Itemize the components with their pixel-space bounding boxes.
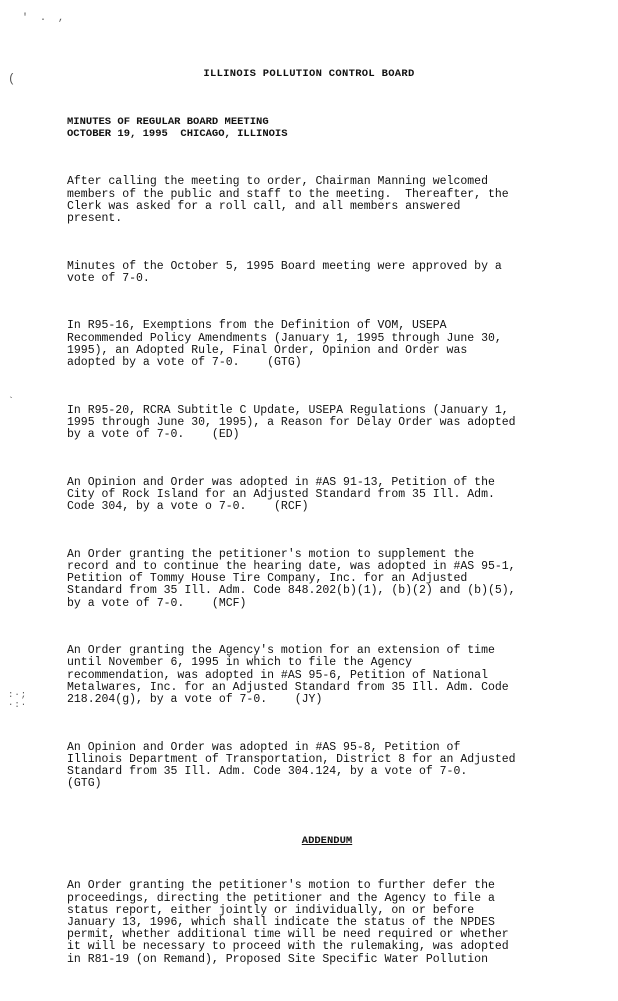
paragraph-as-95-8: An Opinion and Order was adopted in #AS 95-8, Petition of Illinois Department of Transportation, District 8 for an Adjusted Standard from 35 Ill. Adm. Code 304.124, by a vote of 7-0. (GTG) — [67, 740, 516, 791]
paragraph-minutes-approval: Minutes of the October 5, 1995 Board meeting were approved by a vote of 7-0. — [67, 259, 502, 285]
scan-speck: ' . , — [22, 13, 65, 24]
addendum-heading: ADDENDUM — [301, 834, 353, 847]
paragraph-opening: After calling the meeting to order, Chairman Manning welcomed members of the public and staff to the meeting. Thereafter, the Clerk was asked for a roll call, and all members answered present. — [67, 175, 509, 226]
paragraph-r95-16: In R95-16, Exemptions from the Definition of VOM, USEPA Recommended Policy Amendments (January 1, 1995 through June 30, 1995), an Adopted Rule, Final Order, Opinion and Order was adopted by a vote of 7-0. (GTG) — [67, 319, 502, 370]
paragraph-addendum: An Order granting the petitioner's motion to further defer the proceedings, directing the petitioner and the Agency to file a status report, either jointly or individually, on or before January 13, 1996, which shall indicate the status of the NPDES permit, whether additional time will be need required or whether it will be necessary to proceed with the rulemaking, was adopted in R81-19 (on Remand), Proposed Site Specific Water Pollution — [67, 879, 509, 966]
meeting-heading — [67, 116, 288, 140]
paragraph-r95-20: In R95-20, RCRA Subtitle C Update, USEPA Regulations (January 1, 1995 through June 30, 1995), a Reason for Delay Order was adopted by a vote of 7-0. (ED) — [67, 403, 516, 442]
scan-speck: ( — [8, 72, 16, 86]
paragraph-as-95-6: An Order granting the Agency's motion for an extension of time until November 6, 1995 in which to file the Agency recommendation, was adopted in #AS 95-6, Petition of National Metalwares, Inc. for an Adjusted Standard from 35 Ill. Adm. Code 218.204(g), by a vote of 7-0. (JY) — [67, 644, 509, 706]
minutes-body — [67, 152, 547, 1001]
scan-speck: :·; ·:· — [8, 690, 28, 710]
meeting-title: MINUTES OF REGULAR BOARD MEETING — [67, 116, 269, 128]
scan-speck: ` — [8, 397, 15, 408]
paragraph-as-95-1: An Order granting the petitioner's motion to supplement the record and to continue the hearing date, was adopted in #AS 95-1, Petition of Tommy House Tire Company, Inc. for an Adjusted Standard from 35 Ill. Adm. Code 848.202(b)(1), (b)(2) and (b)(5), by a vote of 7-0. (MCF) — [67, 547, 516, 610]
organization-header: ILLINOIS POLLUTION CONTROL BOARD — [203, 68, 415, 80]
paragraph-as-91-13: An Opinion and Order was adopted in #AS 91-13, Petition of the City of Rock Island for an Adjusted Standard from 35 Ill. Adm. Code 304, by a vote o 7-0. (RCF) — [67, 475, 495, 514]
meeting-date-place: OCTOBER 19, 1995 CHICAGO, ILLINOIS — [67, 128, 288, 140]
